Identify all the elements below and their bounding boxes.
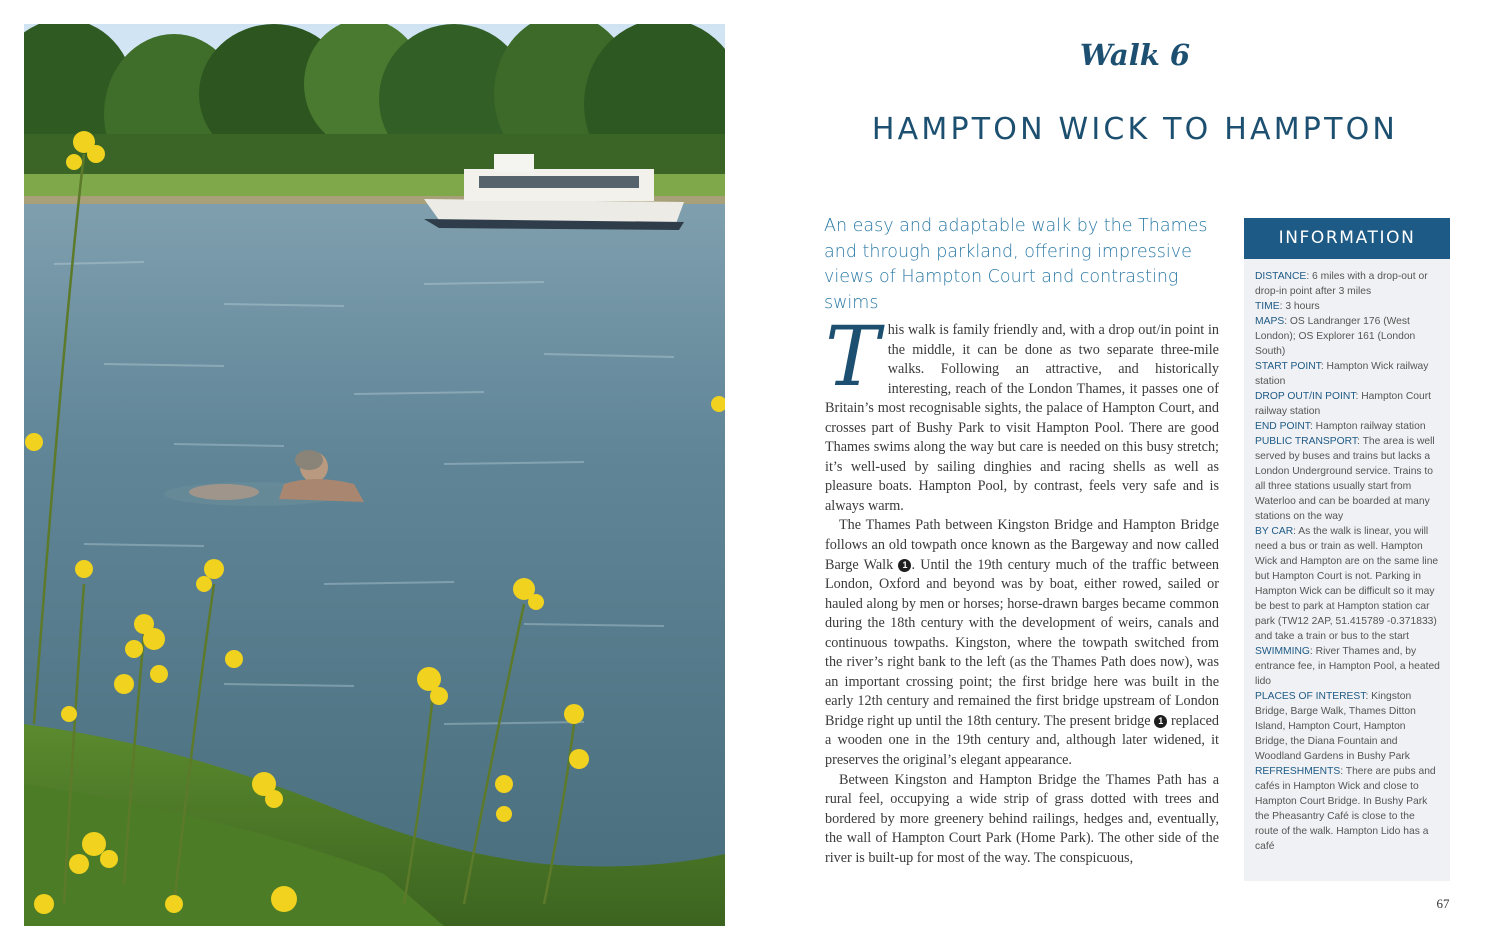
paragraph-2-text-c: replaced a wooden one in the 19th century and, although later widened, it preserves the original’s elegant appearance. <box>825 712 1220 769</box>
info-label: DISTANCE <box>1255 271 1307 282</box>
info-label: REFRESHMENTS <box>1255 766 1341 777</box>
info-label: DROP OUT/IN POINT <box>1255 391 1356 402</box>
paragraph-1 <box>825 310 1219 516</box>
info-text: : 3 hours <box>1279 301 1320 312</box>
drop-cap: T <box>825 310 880 405</box>
info-label: SWIMMING <box>1255 646 1310 657</box>
info-item <box>1255 419 1440 434</box>
info-item <box>1255 434 1440 524</box>
info-item <box>1255 689 1440 764</box>
route-marker-1-icon: 1 <box>898 559 911 572</box>
info-label: PLACES OF INTEREST <box>1255 691 1366 702</box>
info-item <box>1255 314 1440 359</box>
information-list <box>1244 259 1450 854</box>
river-swim-photo <box>24 24 725 926</box>
standfirst: An easy and adaptable walk by the Thames and through parkland, offering impressive views of Hampton Court and contrasting swims <box>824 216 1208 313</box>
info-text: : The area is well served by buses and trains but lacks a London Underground service. Trains to all three stations usually start from Waterloo and can be boarded at many stations on the way <box>1255 436 1435 522</box>
walk-title: HAMPTON WICK TO HAMPTON <box>871 112 1399 147</box>
info-text: : OS Landranger 176 (West London); OS Explorer 161 (London South) <box>1255 316 1416 357</box>
info-label: START POINT <box>1255 361 1321 372</box>
info-item <box>1255 269 1440 299</box>
information-header: INFORMATION <box>1244 218 1450 259</box>
info-text: : There are pubs and cafés in Hampton Wick and close to Hampton Court Bridge. In Bushy Park the Pheasantry Café is close to the route of the walk. Hampton Lido has a café <box>1255 766 1436 852</box>
info-text: : As the walk is linear, you will need a bus or train as well. Hampton Wick and Hampton are on the same line but Hampton Court is not. Parking in Hampton Wick can be difficult so it may be best to park at Hampton station car park (TW12 2AP, 51.415789 -0.371833) and take a train or bus to the start <box>1255 526 1439 642</box>
info-text: : Hampton Court railway station <box>1255 391 1432 417</box>
paragraph-1-text: his walk is family friendly and, with a drop out/in point in the middle, it can be done as two separate three-mile walks. Following an attractive, and historically interesting, reach of the London Thames, it passes one of Britain’s most recognisable sights, the palace of Hampton Court, and crosses part of Bushy Park to visit Hampton Pool. There are good Thames swims along the way but care is needed on this busy stretch; it’s well-used by sailing dinghies and racing shells as well as pleasure boats. Hampton Pool, by contrast, feels very safe and is always warm. <box>825 322 1219 514</box>
info-item <box>1255 764 1440 854</box>
info-item <box>1255 524 1440 644</box>
info-text: : 6 miles with a drop-out or drop-in point after 3 miles <box>1255 271 1428 297</box>
info-text: : Kingston Bridge, Barge Walk, Thames Ditton Island, Hampton Court, Hampton Bridge, the Diana Fountain and Woodland Gardens in Bushy Park <box>1255 691 1416 762</box>
info-item <box>1255 359 1440 389</box>
info-label: PUBLIC TRANSPORT <box>1255 436 1358 447</box>
info-label: MAPS <box>1255 316 1285 327</box>
paragraph-2-text-b: . Until the 19th century much of the traffic between London, Oxford and beyond was by boat, either rowed, sailed or hauled along by men or horses; horse-drawn barges became common during the 18th century with the development of weirs, canals and continuous towpaths. Kingston, where the towpath switched from the river’s right bank to the left (as the Thames Path does now), was an important crossing point; the first bridge here was built in the early 12th century and remained the first bridge upstream of London Bridge right up until the 18th century. The present bridge <box>825 556 1219 729</box>
info-text: : Hampton Wick railway station <box>1255 361 1429 387</box>
info-item <box>1255 389 1440 419</box>
paragraph-2-text-a: The Thames Path between Kingston Bridge and Hampton Bridge follows an old towpath once known as the Bargeway and now called Barge Walk <box>825 517 1219 573</box>
page-number: 67 <box>1436 896 1450 911</box>
paragraph-3: Between Kingston and Hampton Bridge the Thames Path has a rural feel, occupying a wide strip of grass dotted with trees and bordered by more greenery behind railings, hedges and, eventually, the wall of Hampton Court Park (Home Park). The other side of the river is built-up for most of the way. The conspicuous, <box>825 771 1219 866</box>
information-box <box>1244 218 1450 881</box>
route-marker-1-icon: 1 <box>1154 715 1167 728</box>
info-label: END POINT <box>1255 421 1310 432</box>
walk-number: Walk 6 <box>1079 38 1191 72</box>
info-label: BY CAR <box>1255 526 1294 537</box>
paragraph-2 <box>825 516 1219 770</box>
body-text <box>825 310 1220 868</box>
info-label: TIME <box>1255 301 1280 312</box>
info-text: : Hampton railway station <box>1309 421 1426 432</box>
info-item <box>1255 299 1440 314</box>
info-text: : River Thames and, by entrance fee, in Hampton Pool, a heated lido <box>1255 646 1440 687</box>
info-item <box>1255 644 1440 689</box>
